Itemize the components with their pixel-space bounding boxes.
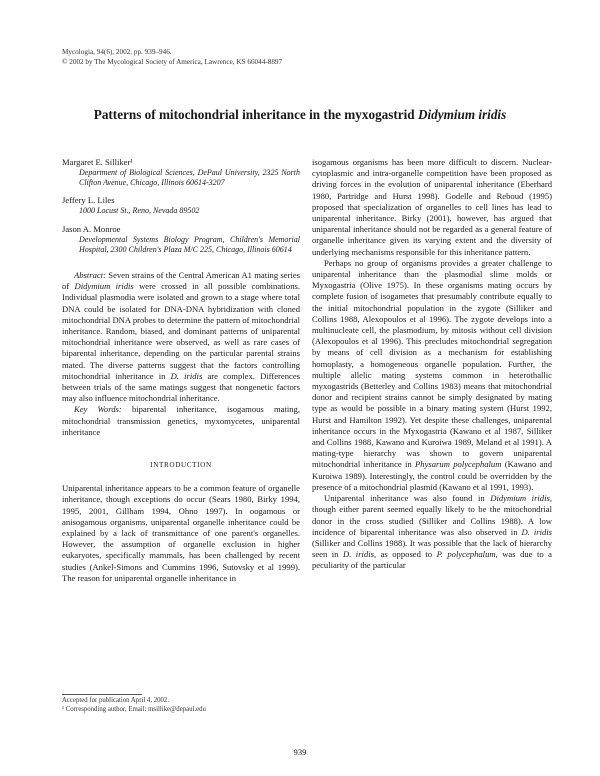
title-main: Patterns of mitochondrial inheritance in the myxogastrid xyxy=(93,107,418,122)
author-name: Jason A. Monroe xyxy=(62,223,121,234)
introduction-paragraph: Uniparental inheritance appears to be a common feature of organelle inheritance, though exceptions do occur (Sears 1980, Birky 1994, 1995, 2001, Gillham 1994, Ohno 1997). In oogamous or anisogamous organisms, uniparental organelle inheritance could be explained by a lack of transmittance of one parent's organelles. However, the assumption of organelle exclusion in higher eukaryotes, specifically mammals, has been challenged by recent studies (Ankel-Simons and Cummins 1996, Sutovsky et al 1999). The reason for uniparental organelle inheritance in xyxy=(62,483,300,583)
keywords xyxy=(62,404,300,438)
paper-title xyxy=(0,107,600,123)
species-physarum: Physarum polycephalum xyxy=(415,459,502,470)
footnote-accepted: Accepted for publication April 4, 2002. xyxy=(62,697,170,704)
author-name: Jeffery L. Liles xyxy=(62,195,115,206)
author-block xyxy=(62,157,300,188)
journal-citation xyxy=(62,47,282,67)
left-column xyxy=(62,157,300,584)
abstract-species-1: Didymium iridis xyxy=(74,281,134,292)
title-species: Didymium iridis xyxy=(417,107,507,122)
right-paragraph-3-text-b: , though either parent seemed equally likely to be the mitochondrial donor in the cross studied (Silliker and Collins 1988). A low incidence of biparental inheritance was also observed in xyxy=(312,493,552,537)
right-paragraph-3-text-c: (Silliker and Collins 1988). It was possible that the lack of hierarchy seen in xyxy=(312,537,552,560)
species-didymium: Didymium iridis xyxy=(490,493,550,504)
abstract-label: Abstract: xyxy=(74,270,106,281)
author-affiliation: Department of Biological Sciences, DePaul University, 2325 North Clifton Avenue, Chicago, Illinois 60614-3207 xyxy=(79,168,300,188)
journal-line-2: © 2002 by The Mycological Society of America, Lawrence, KS 66044-8897 xyxy=(62,58,283,66)
introduction-heading: INTRODUCTION xyxy=(150,461,212,470)
right-paragraph-3-text-e: , was due to a peculiarity of the particular xyxy=(312,549,552,571)
right-paragraph-3-text-a: Uniparental inheritance was also found in xyxy=(324,493,491,504)
species-p-polycephalum: P. polycephalum xyxy=(436,549,496,560)
species-d-iridis-2: D. iridis xyxy=(342,549,374,560)
author-block xyxy=(62,224,300,255)
footnotes xyxy=(62,696,206,714)
author-block xyxy=(62,195,300,216)
right-column xyxy=(312,157,552,572)
right-paragraph-1: isogamous organisms has been more difficult to discern. Nuclear-cytoplasmic and intra-organelle competition have been proposed as driving forces in the evolution of uniparental inheritance (Eberhard 1980, Partridge and Hurst 1998). Godelle and Reboud (1995) proposed that specialization of organelles to cell lines has lead to uniparental inheritance. Birky (2001), however, has argued that uniparental inheritance should not be regarded as a general feature of organelle inheritance given its varying extent and the diversity of underlying mechanisms responsible for this inheritance pattern. xyxy=(312,157,552,257)
species-d-iridis: D. iridis xyxy=(521,526,552,537)
author-affiliation: Developmental Systems Biology Program, Children's Memorial Hospital, 2300 Children's Plaza M/C 225, Chicago, Illinois 60614 xyxy=(79,234,300,254)
right-paragraph-2 xyxy=(312,258,552,493)
author-name: Margaret E. Silliker¹ xyxy=(62,157,133,167)
abstract-text-3: are complex. Differences between trials of the same matings suggest that nongenetic factors may also influence mitochondrial inheritance. xyxy=(62,370,300,404)
author-affiliation: 1000 Locust St., Reno, Nevada 89502 xyxy=(79,206,200,216)
keywords-label: Key Words: xyxy=(74,404,122,415)
abstract-text-1: Seven strains of the Central American A1 mating series of xyxy=(62,270,300,292)
footnote-corresponding: ¹ Corresponding author, Email: msillike@depaul.edu xyxy=(62,706,206,713)
right-paragraph-2-text: Perhaps no group of organisms provides a greater challenge to uniparental inheritance than the plasmodial slime molds or Myxogastria (Olive 1975). In these organisms mating occurs by complete fusion of isogametes that presumably contribute equally to the initial mitochondrial population in the zygote (Silliker and Collins 1988, Alexopoulos et al 1996). The zygote develops into a multinucleate cell, the plasmodium, by mitosis without cell division (Alexopoulos et al 1996). This precludes mitochondrial segregation by means of cell division as a mechanism for establishing homoplasty, a homogeneous organelle population. Further, the multiple allelic mating systems common in heterothallic myxogastrids (Betterley and Collins 1983) means that mitochondrial donor and recipient strains cannot be simply designated by mating type as would be possible in a binary mating system (Hurst 1992, Hurst and Hamilton 1992). Yet despite these challenges, uniparental inheritance occurs in the Myxogastria (Kawano et al 1987, Silliker and Collins 1988, Kawano and Kuroiwa 1989, Meland et al 1991). A mating-type hierarchy was shown to govern uniparental mitochondrial inheritance in xyxy=(312,257,552,470)
right-paragraph-3-text-d: , as opposed to xyxy=(373,549,437,560)
footnote-divider xyxy=(62,694,142,695)
abstract-text-2: were crossed in all possible combinations. Individual plasmodia were isolated and grown to a stage where total DNA could be isolated for DNA-DNA hybridization with cloned mitochondrial DNA probes to determine the pattern of mitochondrial inheritance. Random, biased, and dominant patterns of uniparental mitochondrial inheritance were observed, as well as rare cases of biparental inheritance, depending on the particular parental strains mated. The diverse patterns suggest that the factors controlling mitochondrial inheritance in xyxy=(62,281,300,381)
right-paragraph-2-text-b: (Kawano and Kuroiwa 1989). Interestingly, the control could be overridden by the presence of a mitochondrial plasmid (Kawano et al 1991, 1993). xyxy=(312,459,552,492)
page-number: 939 xyxy=(293,747,307,757)
journal-line-1: Mycologia, 94(6), 2002, pp. 939–946. xyxy=(62,48,172,56)
abstract-species-2: D. iridis xyxy=(170,370,203,381)
right-paragraph-3 xyxy=(312,493,552,571)
abstract xyxy=(62,270,300,404)
keywords-text: biparental inheritance, isogamous mating, mitochondrial transmission genetics, myxomycetes, uniparental inheritance xyxy=(62,404,300,437)
